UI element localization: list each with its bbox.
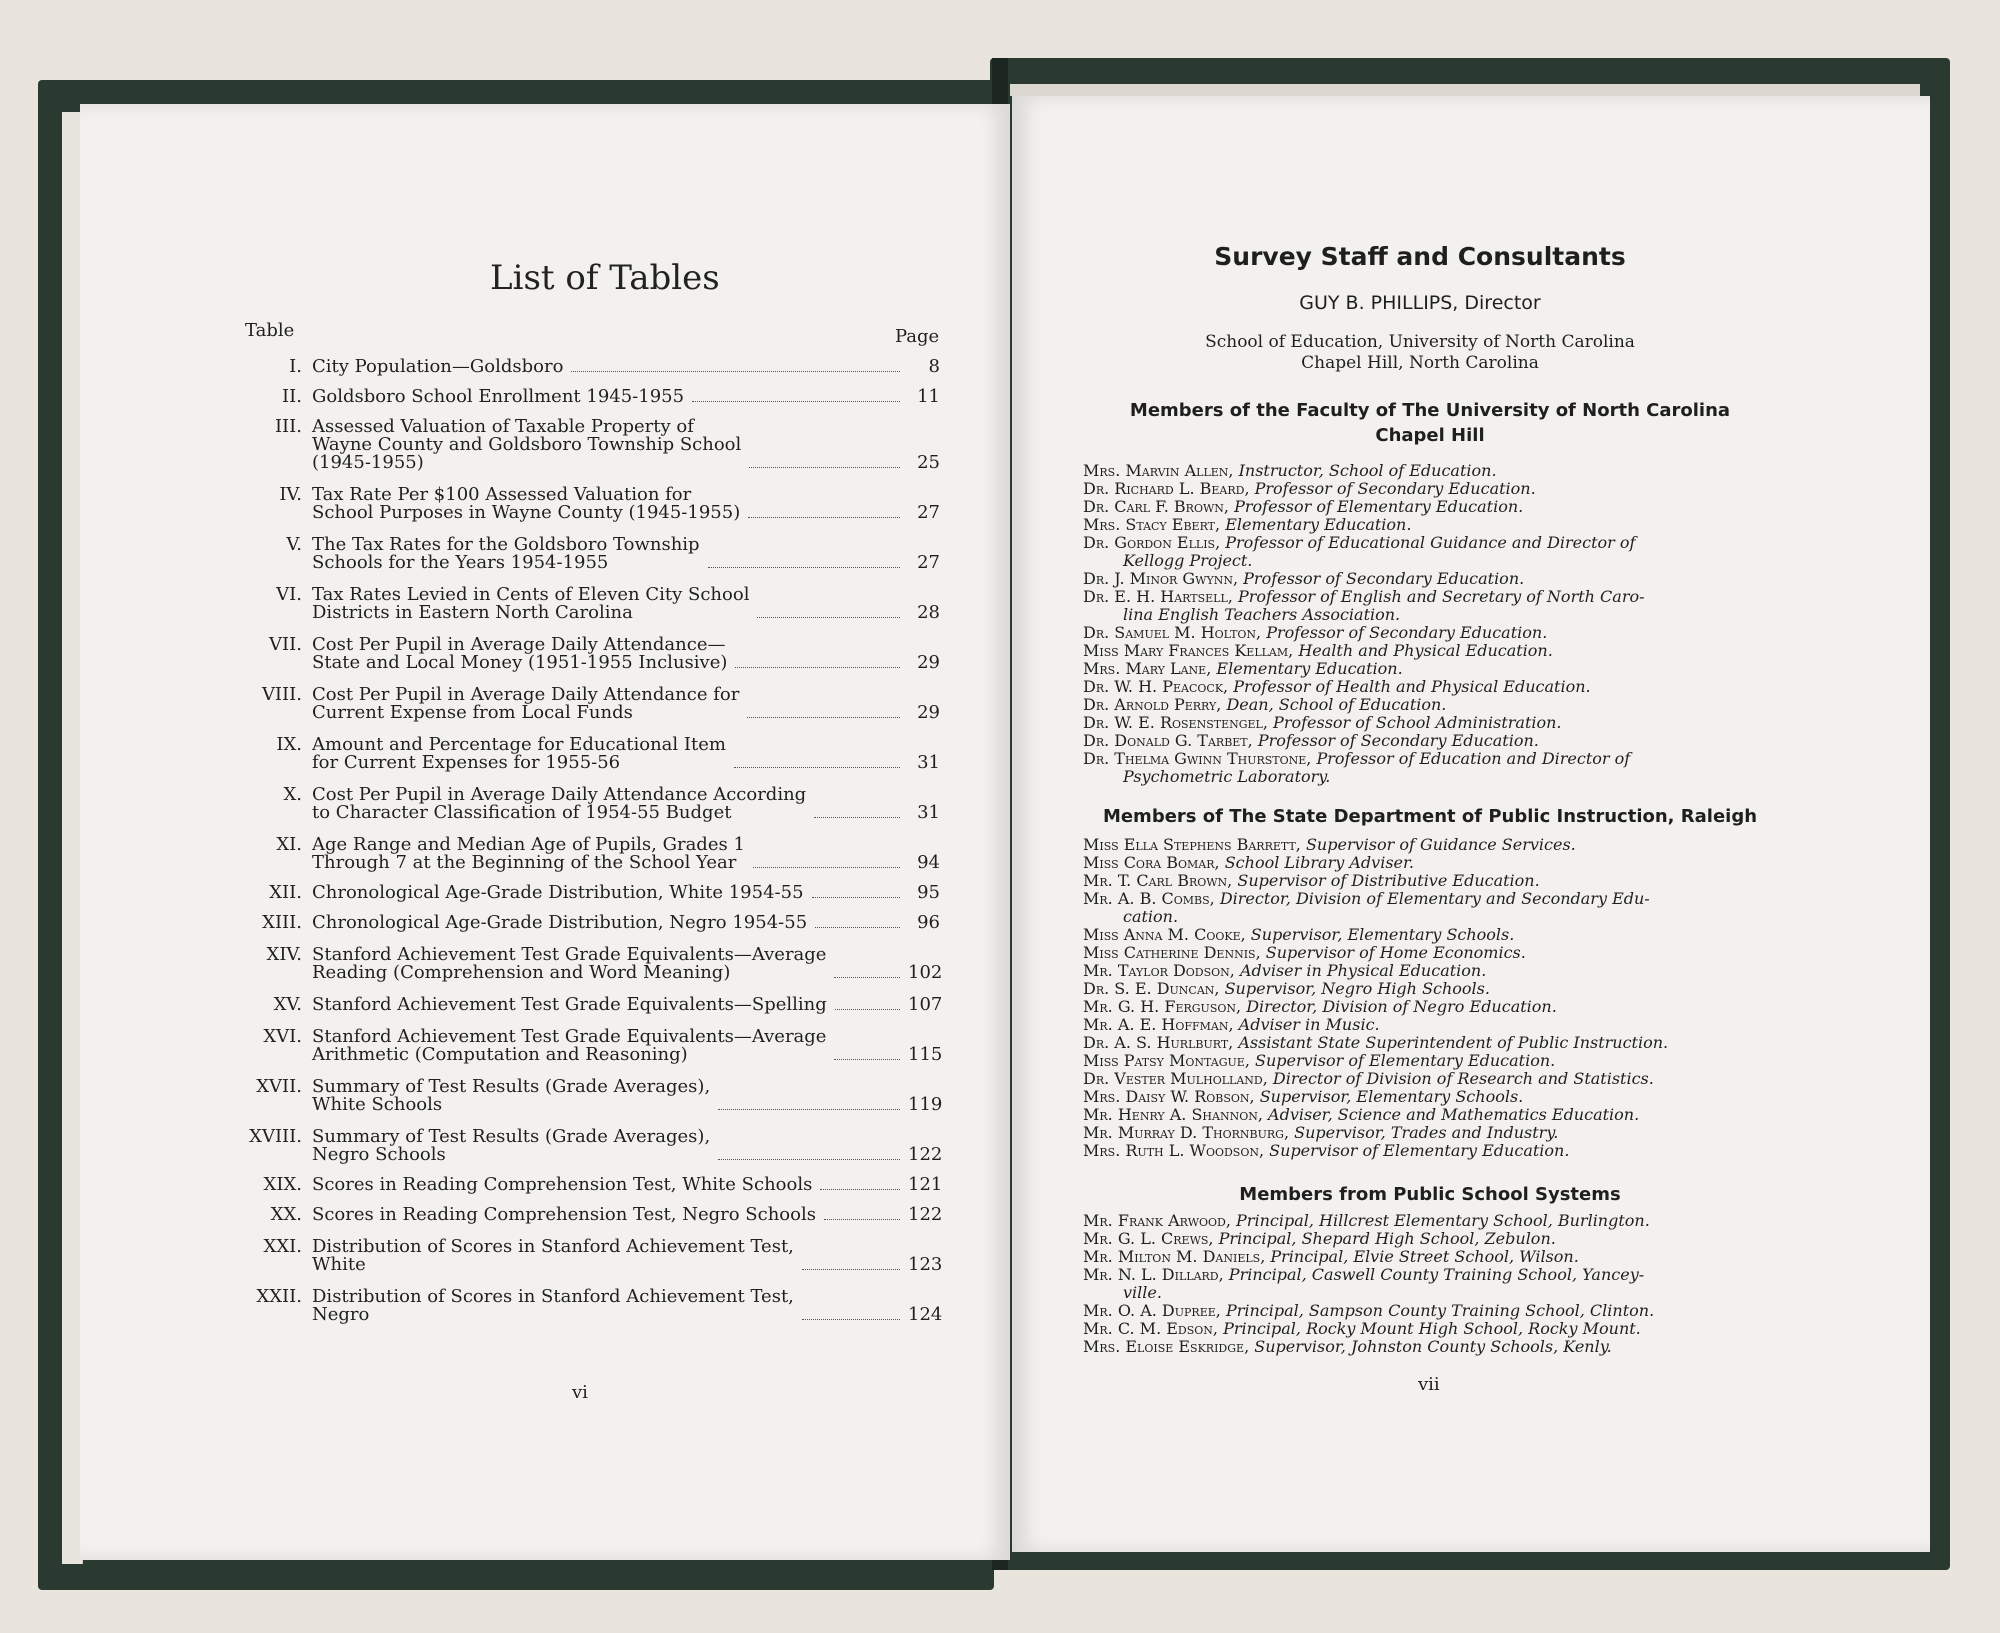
- member-name: Miss Catherine Dennis,: [1083, 943, 1261, 962]
- member-entry: [1083, 660, 1775, 678]
- member-entry: [1083, 1142, 1775, 1160]
- member-name: Mr. G. H. Ferguson,: [1083, 997, 1242, 1016]
- table-entry-number: XIII.: [262, 912, 302, 933]
- leader-dots: [692, 401, 900, 402]
- member-name: Mr. Frank Arwood,: [1083, 1211, 1231, 1230]
- table-entry-body: [312, 1204, 943, 1225]
- table-entry-body: [312, 914, 940, 932]
- table-entry-body: [312, 1286, 943, 1325]
- leader-dots: [757, 617, 900, 618]
- member-role-continued: lina English Teachers Association.: [1123, 605, 1401, 624]
- table-entry-title: Age Range and Median Age of Pupils, Grades 1 Through 7 at the Beginning of the School Year: [312, 834, 745, 873]
- member-role: Professor of Health and Physical Education.: [1233, 677, 1591, 696]
- table-entry-page: 31: [917, 752, 940, 773]
- member-entry: [1083, 624, 1775, 642]
- table-entry-page: 96: [917, 912, 940, 933]
- table-entry-page: 8: [928, 356, 940, 377]
- director-affiliation: [1100, 332, 1740, 374]
- member-role: Supervisor, Elementary Schools.: [1250, 925, 1515, 944]
- heading-line: Members of the Faculty of The University of North Carolina: [1129, 400, 1731, 421]
- table-entry-title: City Population—Goldsboro: [312, 356, 564, 377]
- member-role: Professor of Education and Director of: [1316, 749, 1631, 768]
- table-entry-page: 107: [908, 994, 943, 1015]
- member-role: Supervisor, Trades and Industry.: [1294, 1123, 1559, 1142]
- table-entry-page: 29: [917, 702, 940, 723]
- member-name: Dr. Thelma Gwinn Thurstone,: [1083, 749, 1312, 768]
- member-entry: [1083, 1266, 1775, 1284]
- member-entry: [1083, 732, 1775, 750]
- table-entry-page: 123: [908, 1254, 943, 1275]
- state-list: [1083, 836, 1775, 1160]
- table-column-header: Table: [245, 320, 295, 341]
- member-name: Dr. Donald G. Tarbet,: [1083, 731, 1253, 750]
- member-role: Principal, Caswell County Training School, Yancey-: [1228, 1265, 1645, 1284]
- table-entry-body: [312, 736, 940, 772]
- member-role: Professor of Secondary Education.: [1254, 479, 1536, 498]
- member-role: Professor of English and Secretary of North Caro-: [1237, 587, 1645, 606]
- table-entry: [236, 914, 940, 932]
- member-entry: [1083, 1320, 1775, 1338]
- member-name: Mr. A. B. Combs,: [1083, 889, 1215, 908]
- member-role: Supervisor of Distributive Education.: [1237, 871, 1540, 890]
- table-entry-body: [312, 994, 943, 1015]
- member-entry: [1083, 926, 1775, 944]
- leader-dots: [835, 1009, 900, 1010]
- member-name: Mr. Taylor Dodson,: [1083, 961, 1235, 980]
- list-of-tables-title: List of Tables: [490, 258, 720, 298]
- leader-dots: [820, 1189, 900, 1190]
- member-name: Dr. S. E. Duncan,: [1083, 979, 1220, 998]
- member-name: Miss Ella Stephens Barrett,: [1083, 835, 1301, 854]
- member-entry: [1083, 498, 1775, 516]
- member-entry: [1083, 890, 1775, 908]
- member-entry: [1083, 714, 1775, 732]
- member-entry: [1083, 1302, 1775, 1320]
- table-entry: [236, 686, 940, 722]
- table-entry-body: [312, 1076, 943, 1115]
- table-entry-title: Scores in Reading Comprehension Test, Negro Schools: [312, 1204, 816, 1225]
- table-entry-body: [312, 636, 940, 672]
- member-name: Miss Mary Frances Kellam,: [1083, 641, 1294, 660]
- member-entry: [1083, 1248, 1775, 1266]
- table-entry-number: XII.: [269, 882, 302, 903]
- table-entry-body: [312, 418, 940, 472]
- member-role: Supervisor, Negro High Schools.: [1224, 979, 1490, 998]
- member-role: Director, Division of Negro Education.: [1246, 997, 1557, 1016]
- table-entry-page: 122: [908, 1144, 943, 1165]
- member-role: Dean, School of Education.: [1226, 695, 1447, 714]
- member-name: Dr. Richard L. Beard,: [1083, 479, 1250, 498]
- member-name: Mrs. Daisy W. Robson,: [1083, 1087, 1255, 1106]
- member-role: School Library Adviser.: [1224, 853, 1414, 872]
- public-list: [1083, 1212, 1775, 1356]
- member-name: Mr. N. L. Dillard,: [1083, 1265, 1224, 1284]
- table-entry-title: Chronological Age-Grade Distribution, White 1954-55: [312, 882, 804, 903]
- table-entry-number: VII.: [269, 634, 302, 655]
- member-entry: [1083, 1106, 1775, 1124]
- member-entry: [1083, 462, 1775, 480]
- member-name: Mr. G. L. Crews,: [1083, 1229, 1214, 1248]
- member-role: Health and Physical Education.: [1298, 641, 1553, 660]
- table-entry: [236, 536, 940, 572]
- member-entry: [1083, 1124, 1775, 1142]
- table-entry-title: Stanford Achievement Test Grade Equivalents—Spelling: [312, 994, 827, 1015]
- public-section-heading: Members from Public School Systems: [1239, 1184, 1621, 1205]
- table-entry-page: 115: [908, 1044, 943, 1065]
- table-entry-number: IX.: [276, 734, 302, 755]
- table-entry-number: III.: [274, 416, 302, 437]
- heading-line: Chapel Hill: [1375, 425, 1485, 446]
- member-role: Supervisor of Home Economics.: [1265, 943, 1526, 962]
- member-name: Dr. Samuel M. Holton,: [1083, 623, 1262, 642]
- member-role: Adviser, Science and Mathematics Education.: [1268, 1105, 1640, 1124]
- table-entry-number: XIV.: [266, 944, 302, 965]
- member-role-continued: cation.: [1123, 907, 1179, 926]
- member-entry: [1083, 998, 1775, 1016]
- table-entry-number: VIII.: [261, 684, 302, 705]
- member-name: Dr. Carl F. Brown,: [1083, 497, 1229, 516]
- table-entry-number: I.: [289, 356, 302, 377]
- table-entry-number: XVIII.: [249, 1126, 302, 1147]
- table-entry-number: XXII.: [256, 1286, 302, 1307]
- affiliation-line: School of Education, University of North Carolina: [1205, 332, 1635, 352]
- member-name: Dr. Arnold Perry,: [1083, 695, 1222, 714]
- member-entry: [1083, 642, 1775, 660]
- member-role: Principal, Shepard High School, Zebulon.: [1218, 1229, 1556, 1248]
- table-entry-title: Goldsboro School Enrollment 1945-1955: [312, 386, 685, 407]
- leader-dots: [814, 817, 900, 818]
- table-entry-title: Summary of Test Results (Grade Averages), White Schools: [312, 1076, 711, 1115]
- member-role-continued: ville.: [1123, 1283, 1162, 1302]
- leader-dots: [815, 927, 900, 928]
- table-entry-page: 25: [917, 452, 940, 473]
- member-entry: [1083, 570, 1775, 588]
- table-entry-page: 124: [908, 1304, 943, 1325]
- member-name: Miss Anna M. Cooke,: [1083, 925, 1246, 944]
- left-page: [80, 104, 1010, 1560]
- table-entry-number: II.: [282, 386, 302, 407]
- member-name: Dr. A. S. Hurlburt,: [1083, 1033, 1234, 1052]
- member-entry: [1083, 1016, 1775, 1034]
- table-entry-page: 121: [908, 1174, 943, 1195]
- table-entry-number: XIX.: [263, 1174, 302, 1195]
- leader-dots: [824, 1219, 900, 1220]
- leader-dots: [834, 977, 900, 978]
- table-entry-page: 95: [917, 882, 940, 903]
- table-entry-page: 27: [917, 502, 940, 523]
- member-entry: [1083, 1070, 1775, 1088]
- table-entry: [236, 388, 940, 406]
- table-entry-page: 122: [908, 1204, 943, 1225]
- member-name: Mr. Henry A. Shannon,: [1083, 1105, 1263, 1124]
- member-entry: [1083, 980, 1775, 998]
- table-entry-number: IV.: [279, 484, 302, 505]
- table-entry: [236, 1286, 943, 1325]
- table-entry-body: [312, 536, 940, 572]
- leader-dots: [802, 1269, 900, 1270]
- page-number-left: vi: [572, 1382, 588, 1403]
- member-name: Dr. Gordon Ellis,: [1083, 533, 1221, 552]
- member-role: Instructor, School of Education.: [1238, 461, 1497, 480]
- member-entry: [1083, 1230, 1775, 1248]
- leader-dots: [802, 1319, 900, 1320]
- member-entry: [1083, 836, 1775, 854]
- member-name: Miss Patsy Montague,: [1083, 1051, 1250, 1070]
- table-entry-title: Tax Rates Levied in Cents of Eleven City School Districts in Eastern North Carolina: [312, 584, 750, 623]
- member-role: Professor of Elementary Education.: [1234, 497, 1524, 516]
- member-role-continued: Kellogg Project.: [1123, 551, 1253, 570]
- table-entry-page: 27: [917, 552, 940, 573]
- table-entry-number: VI.: [276, 584, 302, 605]
- member-entry: [1083, 534, 1775, 552]
- member-entry: [1083, 588, 1775, 606]
- member-role: Supervisor of Guidance Services.: [1305, 835, 1576, 854]
- table-entry-title: The Tax Rates for the Goldsboro Township Schools for the Years 1954-1955: [312, 534, 700, 573]
- table-entry-number: X.: [283, 784, 302, 805]
- member-entry: [1083, 944, 1775, 962]
- member-entry: [1083, 1212, 1775, 1230]
- leader-dots: [735, 667, 900, 668]
- member-name: Mrs. Stacy Ebert,: [1083, 515, 1221, 534]
- table-entry-body: [312, 1126, 943, 1165]
- member-entry: [1083, 1034, 1775, 1052]
- table-entry-title: Amount and Percentage for Educational Item for Current Expenses for 1955-56: [312, 734, 726, 773]
- member-role: Principal, Sampson County Training School, Clinton.: [1225, 1301, 1655, 1320]
- director-line: GUY B. PHILLIPS, Director: [1299, 292, 1541, 314]
- table-entry-title: Stanford Achievement Test Grade Equivalents—Average Arithmetic (Computation and Reasoning): [312, 1026, 827, 1065]
- table-entry-title: Assessed Valuation of Taxable Property of Wayne County and Goldsboro Township School (1945-1955): [312, 416, 742, 473]
- table-entry-body: [312, 884, 940, 902]
- member-name: Mr. Murray D. Thornburg,: [1083, 1123, 1290, 1142]
- member-name: Mrs. Eloise Eskridge,: [1083, 1337, 1250, 1356]
- member-role: Adviser in Physical Education.: [1239, 961, 1487, 980]
- member-role: Elementary Education.: [1225, 515, 1412, 534]
- member-entry: [1083, 854, 1775, 872]
- member-role: Supervisor, Elementary Schools.: [1259, 1087, 1524, 1106]
- member-role: Director of Division of Research and Statistics.: [1272, 1069, 1654, 1088]
- member-entry: [1083, 1338, 1775, 1356]
- table-entry-title: Stanford Achievement Test Grade Equivalents—Average Reading (Comprehension and Word Meaning): [312, 944, 827, 983]
- page-edges-top: [1010, 84, 1920, 96]
- table-entry-page: 94: [917, 852, 940, 873]
- table-entry-number: XX.: [270, 1204, 302, 1225]
- table-entry: [236, 786, 940, 822]
- member-name: Mrs. Ruth L. Woodson,: [1083, 1141, 1265, 1160]
- table-entry-body: [312, 388, 940, 406]
- member-role: Professor of Secondary Education.: [1266, 623, 1548, 642]
- table-entry-page: 102: [908, 962, 943, 983]
- leader-dots: [834, 1059, 900, 1060]
- member-name: Dr. Vester Mulholland,: [1083, 1069, 1268, 1088]
- member-role: Principal, Hillcrest Elementary School, Burlington.: [1236, 1211, 1650, 1230]
- table-entry-page: 119: [908, 1094, 943, 1115]
- member-role: Assistant State Superintendent of Public Instruction.: [1238, 1033, 1669, 1052]
- table-entry-body: [312, 836, 940, 872]
- state-section-heading: Members of The State Department of Public Instruction, Raleigh: [1102, 806, 1758, 827]
- page-column-header: Page: [895, 326, 940, 347]
- member-name: Dr. W. E. Rosenstengel,: [1083, 713, 1268, 732]
- table-entry-title: Cost Per Pupil in Average Daily Attendance— State and Local Money (1951-1955 Inclusive): [312, 634, 728, 673]
- table-entry: [236, 1236, 943, 1275]
- table-entry: [236, 418, 940, 472]
- member-role-continued: Psychometric Laboratory.: [1123, 767, 1331, 786]
- faculty-section-heading: [1080, 398, 1780, 448]
- member-name: Miss Cora Bomar,: [1083, 853, 1220, 872]
- table-entry-title: Distribution of Scores in Stanford Achievement Test, Negro: [312, 1286, 794, 1325]
- table-entry: [236, 1204, 943, 1225]
- table-entry-title: Chronological Age-Grade Distribution, Negro 1954-55: [312, 912, 808, 933]
- member-name: Mrs. Mary Lane,: [1083, 659, 1212, 678]
- member-role: Director, Division of Elementary and Secondary Edu-: [1219, 889, 1650, 908]
- table-entry: [236, 994, 943, 1015]
- table-entry-title: Summary of Test Results (Grade Averages), Negro Schools: [312, 1126, 711, 1165]
- leader-dots: [753, 867, 900, 868]
- table-entry-page: 28: [917, 602, 940, 623]
- member-role: Professor of School Administration.: [1273, 713, 1562, 732]
- member-role: Professor of Secondary Education.: [1257, 731, 1539, 750]
- member-name: Mr. Milton M. Daniels,: [1083, 1247, 1266, 1266]
- member-role: Supervisor of Elementary Education.: [1269, 1141, 1570, 1160]
- leader-dots: [734, 767, 900, 768]
- survey-staff-title: Survey Staff and Consultants: [1214, 242, 1626, 271]
- table-entry-page: 31: [917, 802, 940, 823]
- member-entry: [1083, 872, 1775, 890]
- table-entry-body: [312, 1174, 943, 1195]
- member-entry: [1083, 678, 1775, 696]
- leader-dots: [718, 1109, 900, 1110]
- member-role: Principal, Rocky Mount High School, Rocky Mount.: [1223, 1319, 1641, 1338]
- table-entry: [236, 586, 940, 622]
- table-entry-number: XXI.: [263, 1236, 302, 1257]
- member-entry: [1083, 750, 1775, 768]
- member-name: Mr. O. A. Dupree,: [1083, 1301, 1221, 1320]
- leader-dots: [708, 567, 900, 568]
- table-entry: [236, 884, 940, 902]
- table-entry-title: Tax Rate Per $100 Assessed Valuation for School Purposes in Wayne County (1945-1955): [312, 484, 741, 523]
- table-entry-title: Cost Per Pupil in Average Daily Attendance According to Character Classification of 1954-55 Budget: [312, 784, 807, 823]
- table-entry: [236, 1076, 943, 1115]
- table-entry: [236, 836, 940, 872]
- member-name: Dr. J. Minor Gwynn,: [1083, 569, 1239, 588]
- table-entry-body: [312, 486, 940, 522]
- leader-dots: [718, 1159, 900, 1160]
- member-role: Supervisor, Johnston County Schools, Kenly.: [1254, 1337, 1612, 1356]
- member-name: Mrs. Marvin Allen,: [1083, 461, 1234, 480]
- member-role: Supervisor of Elementary Education.: [1255, 1051, 1556, 1070]
- table-entry: [236, 636, 940, 672]
- table-entry-body: [312, 358, 940, 376]
- member-role: Professor of Secondary Education.: [1243, 569, 1525, 588]
- leader-dots: [571, 371, 900, 372]
- table-entry-body: [312, 1026, 943, 1065]
- table-entry: [236, 1126, 943, 1165]
- member-name: Dr. E. H. Hartsell,: [1083, 587, 1233, 606]
- table-entry: [236, 736, 940, 772]
- member-name: Dr. W. H. Peacock,: [1083, 677, 1229, 696]
- table-entry: [236, 486, 940, 522]
- table-entry: [236, 1174, 943, 1195]
- faculty-list: [1083, 462, 1775, 786]
- member-name: Mr. A. E. Hoffman,: [1083, 1015, 1234, 1034]
- member-entry: [1083, 516, 1775, 534]
- leader-dots: [748, 517, 900, 518]
- member-entry: [1083, 696, 1775, 714]
- table-entry-body: [312, 686, 940, 722]
- page-number-right: vii: [1418, 1374, 1440, 1395]
- table-entry-title: Scores in Reading Comprehension Test, White Schools: [312, 1174, 813, 1195]
- table-entry-page: 11: [917, 386, 940, 407]
- table-entry-number: XVII.: [256, 1076, 302, 1097]
- table-entry: [236, 1026, 943, 1065]
- table-entry-number: V.: [286, 534, 302, 555]
- table-entry-body: [312, 586, 940, 622]
- member-role: Adviser in Music.: [1238, 1015, 1380, 1034]
- member-entry: [1083, 480, 1775, 498]
- table-entry-title: Distribution of Scores in Stanford Achievement Test, White: [312, 1236, 794, 1275]
- table-entry-number: XV.: [273, 994, 302, 1015]
- table-entry-title: Cost Per Pupil in Average Daily Attendance for Current Expense from Local Funds: [312, 684, 740, 723]
- leader-dots: [749, 467, 900, 468]
- leader-dots: [812, 897, 900, 898]
- table-entry: [236, 358, 940, 376]
- table-entry-page: 29: [917, 652, 940, 673]
- member-entry: [1083, 1088, 1775, 1106]
- table-entry: [236, 944, 943, 983]
- table-entry-body: [312, 1236, 943, 1275]
- affiliation-line: Chapel Hill, North Carolina: [1301, 353, 1539, 373]
- member-entry: [1083, 962, 1775, 980]
- member-role: Elementary Education.: [1216, 659, 1403, 678]
- member-role: Professor of Educational Guidance and Director of: [1225, 533, 1636, 552]
- member-name: Mr. T. Carl Brown,: [1083, 871, 1233, 890]
- table-entry-number: XVI.: [263, 1026, 302, 1047]
- member-name: Mr. C. M. Edson,: [1083, 1319, 1218, 1338]
- member-role: Principal, Elvie Street School, Wilson.: [1270, 1247, 1579, 1266]
- leader-dots: [747, 717, 900, 718]
- table-entry-body: [312, 944, 943, 983]
- table-entry-body: [312, 786, 940, 822]
- member-entry: [1083, 1052, 1775, 1070]
- table-entry-number: XI.: [276, 834, 302, 855]
